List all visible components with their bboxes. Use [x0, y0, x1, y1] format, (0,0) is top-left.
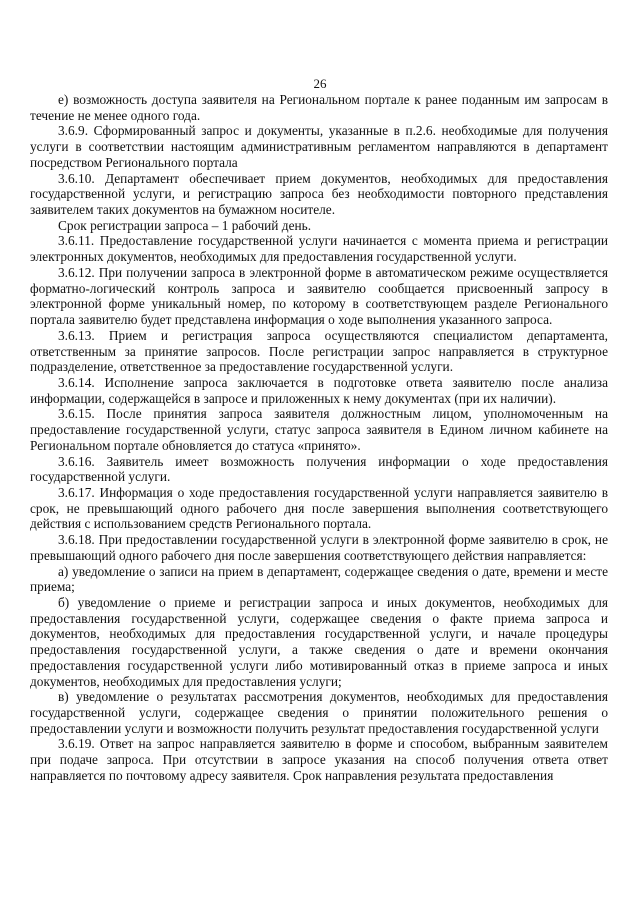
paragraph-3-6-18: 3.6.18. При предоставлении государственной услуги в электронной форме заявителю в срок, не превышающий одного рабочего дня после завершения соответствующего действия направляется: — [30, 532, 608, 563]
paragraph-3-6-9: 3.6.9. Сформированный запрос и документы, указанные в п.2.6. необходимые для получения услуги в соответствии настоящим административным регламентом направляются в департамент посредством Регионального портала — [30, 123, 608, 170]
paragraph-item-b: б) уведомление о приеме и регистрации запроса и иных документов, необходимых для предоставления государственной услуги, содержащее сведения о факте приема запроса и документов, необходимых для предоставления государственной услуги, и начале процедуры предоставления государственной услуги, а также сведения о дате и времени окончания предоставления государственной услуги либо мотивированный отказ в приеме запроса и иных документов, необходимых для предоставления услуги; — [30, 595, 608, 689]
paragraph-3-6-13: 3.6.13. Прием и регистрация запроса осуществляются специалистом департамента, ответственным за принятие запросов. После регистрации запрос направляется в структурное подразделение, ответственное за предоставление государственной услуги. — [30, 327, 608, 375]
paragraph-item-a: а) уведомление о записи на прием в департамент, содержащее сведения о дате, времени и месте приема; — [30, 563, 608, 595]
paragraph-3-6-10: 3.6.10. Департамент обеспечивает прием документов, необходимых для предоставления государственной услуги, и регистрацию запроса без необходимости повторного представления заявителем таких документов на бумажном носителе. — [30, 170, 608, 218]
paragraph-registration-term: Срок регистрации запроса – 1 рабочий день. — [58, 217, 312, 233]
paragraph-item-e: е) возможность доступа заявителя на Региональном портале к ранее поданным им запросам в течение не менее одного года. — [30, 92, 608, 123]
paragraph-item-v: в) уведомление о результатах рассмотрения документов, необходимых для предоставления государственной услуги, содержащее сведения о принятии положительного решения о предоставлении услуги и возможности получить результат предоставления государственной услуги — [30, 689, 608, 736]
page-number: 26 — [313, 76, 327, 91]
paragraph-3-6-17: 3.6.17. Информация о ходе предоставления государственной услуги направляется заявителю в срок, не превышающий одного рабочего дня после завершения выполнения соответствующего действия с использованием средств Регионального портала. — [30, 484, 608, 532]
paragraph-3-6-16: 3.6.16. Заявитель имеет возможность получения информации о ходе предоставления государственной услуги. — [30, 453, 608, 485]
paragraph-3-6-19: 3.6.19. Ответ на запрос направляется заявителю в форме и способом, выбранным заявителем при подаче запроса. При отсутствии в запросе указания на способ получения ответа ответ направляется по почтовому адресу заявителя. Срок направления результата предоставления — [30, 736, 608, 783]
document-body — [30, 92, 608, 784]
paragraph-3-6-11: 3.6.11. Предоставление государственной услуги начинается с момента приема и регистрации электронных документов, необходимых для предоставления государственной услуги. — [30, 233, 608, 265]
paragraph-3-6-15: 3.6.15. После принятия запроса заявителя должностным лицом, уполномоченным на предоставление государственной услуги, статус запроса заявителя в Едином личном кабинете на Региональном портале обновляется до статуса «принято». — [30, 406, 608, 453]
paragraph-3-6-12: 3.6.12. При получении запроса в электронной форме в автоматическом режиме осуществляется форматно-логический контроль запроса и заявителю сообщается присвоенный запросу в электронной форме уникальный номер, по которому в соответствующем разделе Регионального портала заявителю будет представлена информация о ходе выполнения указанного запроса. — [30, 264, 608, 328]
paragraph-3-6-14: 3.6.14. Исполнение запроса заключается в подготовке ответа заявителю после анализа информации, содержащейся в запросе и приложенных к нему документах (при их наличии). — [30, 374, 608, 406]
